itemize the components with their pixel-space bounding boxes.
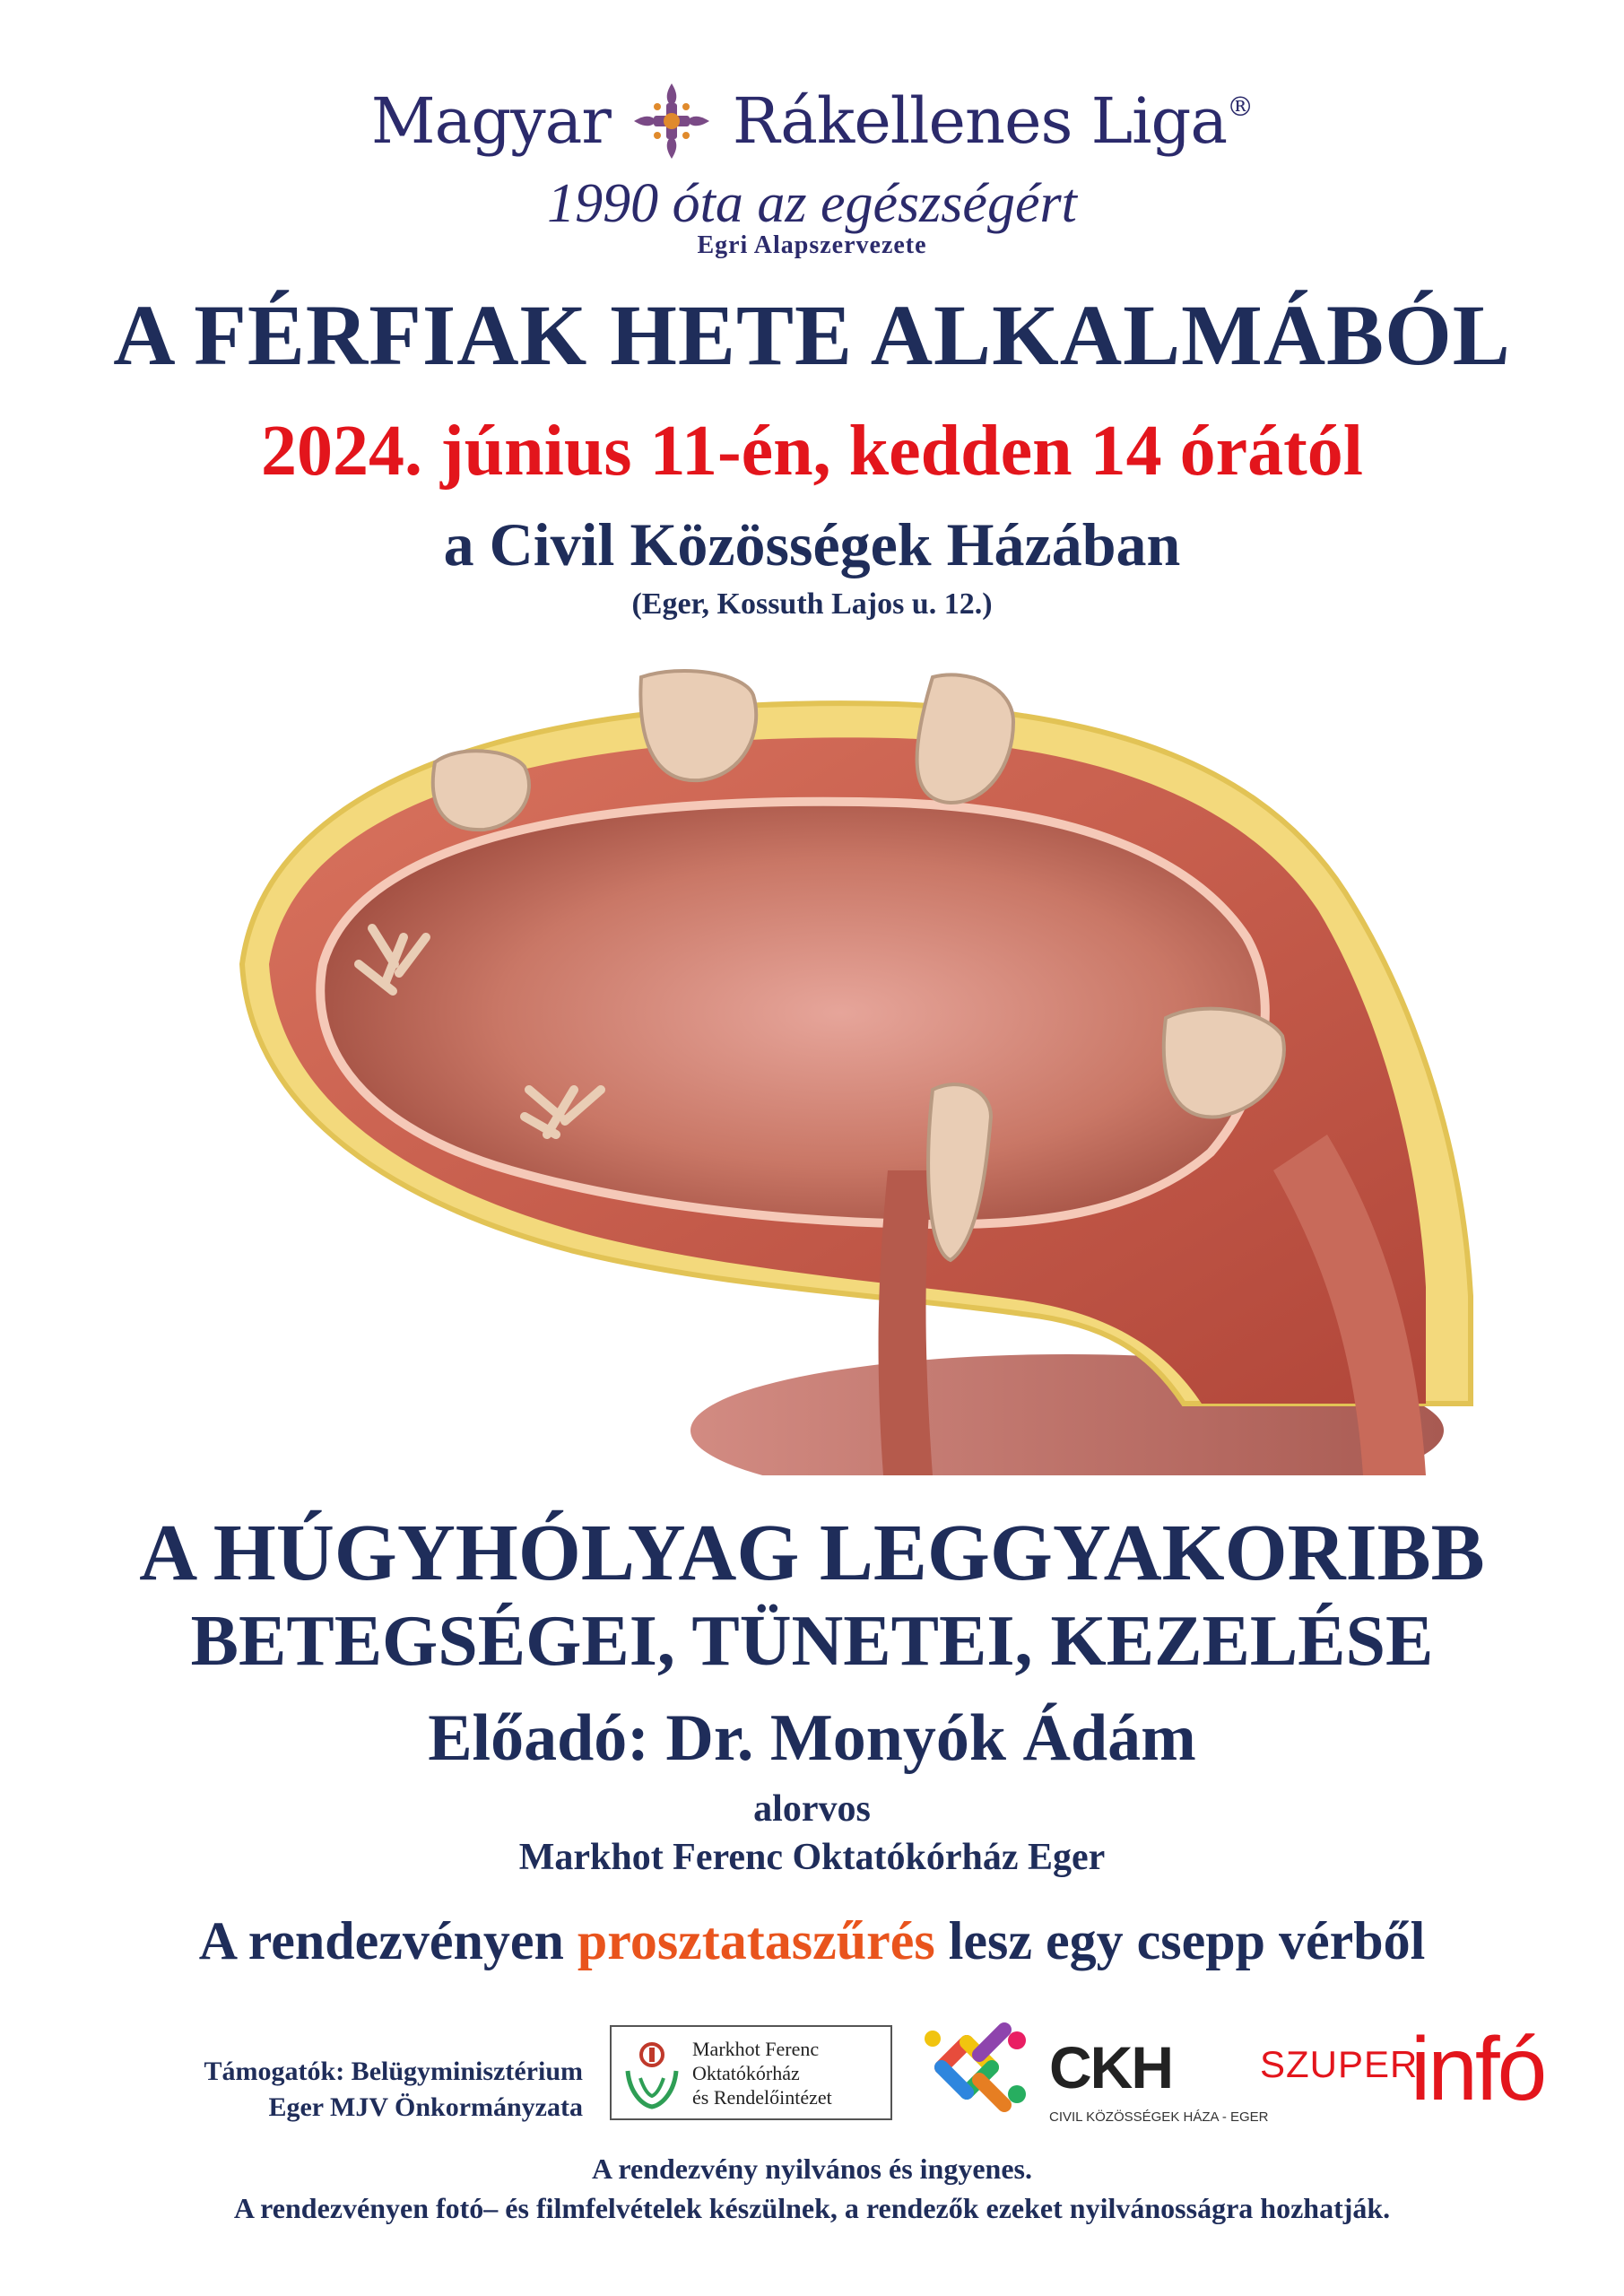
ckh-logo: [924, 2013, 1269, 2135]
markhot-logo: [610, 2025, 892, 2120]
bladder-illustration: [215, 668, 1489, 1475]
liga-logo: [0, 72, 1624, 170]
markhot-line-1: Markhot Ferenc: [692, 2037, 820, 2060]
hospital-emblem-icon: [621, 2035, 683, 2110]
sponsor-line-1: Támogatók: Belügyminisztérium: [204, 2057, 583, 2086]
speaker-line: Előadó: Dr. Monyók Ádám: [428, 1701, 1196, 1775]
event-venue: a Civil Közösségek Házában: [443, 510, 1181, 578]
screening-notice: [0, 1910, 1624, 1972]
logo-name: Rákellenes Liga: [732, 84, 1228, 158]
logo-word-left: Magyar: [370, 84, 611, 158]
logo-motto: 1990 óta az egészségért: [547, 173, 1077, 234]
speaker-role: alorvos: [753, 1788, 871, 1830]
szuperinfo-logo: [1260, 2018, 1592, 2117]
event-address: (Eger, Kossuth Lajos u. 12.): [631, 587, 993, 621]
logo-word-right: [733, 84, 1253, 158]
urethra: [879, 1170, 933, 1475]
ckh-emblem-icon: [924, 2013, 1040, 2121]
event-title: A FÉRFIAK HETE ALKALMÁBÓL: [113, 287, 1511, 383]
topic-title-line-2: BETEGSÉGEI, TÜNETEI, KEZELÉSE: [190, 1602, 1434, 1681]
footer-line-2: A rendezvényen fotó– és filmfelvételek készülnek, a rendezők ezeket nyilvánosságra hozhatják.: [233, 2192, 1391, 2224]
info-word: infó: [1411, 2019, 1545, 2119]
sponsor-line-2: Eger MJV Önkormányzata: [268, 2092, 583, 2122]
speaker-institution: Markhot Ferenc Oktatókórház Eger: [518, 1837, 1106, 1878]
event-date: 2024. június 11-én, kedden 14 órától: [260, 412, 1364, 491]
topic-title-line-1: A HÚGYHÓLYAG LEGGYAKORIBB: [139, 1509, 1485, 1597]
ckh-subtitle: CIVIL KÖZÖSSÉGEK HÁZA - EGER: [1049, 2109, 1269, 2125]
logo-branch: Egri Alapszervezete: [697, 231, 927, 259]
screening-before: A rendezvényen: [198, 1911, 578, 1970]
screening-highlight: prosztataszűrés: [577, 1911, 935, 1970]
markhot-line-2: Oktatókórház: [692, 2061, 800, 2084]
markhot-line-3: és Rendelőintézet: [692, 2085, 832, 2109]
cross-emblem-icon: [630, 80, 713, 162]
sponsors-text: [45, 2054, 583, 2126]
screening-after: lesz egy csepp vérből: [934, 1911, 1426, 1970]
footer-line-1: A rendezvény nyilvános és ingyenes.: [592, 2152, 1032, 2185]
registered-mark: ®: [1227, 91, 1254, 123]
szuper-word: SZUPER: [1260, 2043, 1419, 2085]
markhot-text: [692, 2037, 832, 2109]
ckh-wordmark: CKH: [1049, 2034, 1172, 2100]
